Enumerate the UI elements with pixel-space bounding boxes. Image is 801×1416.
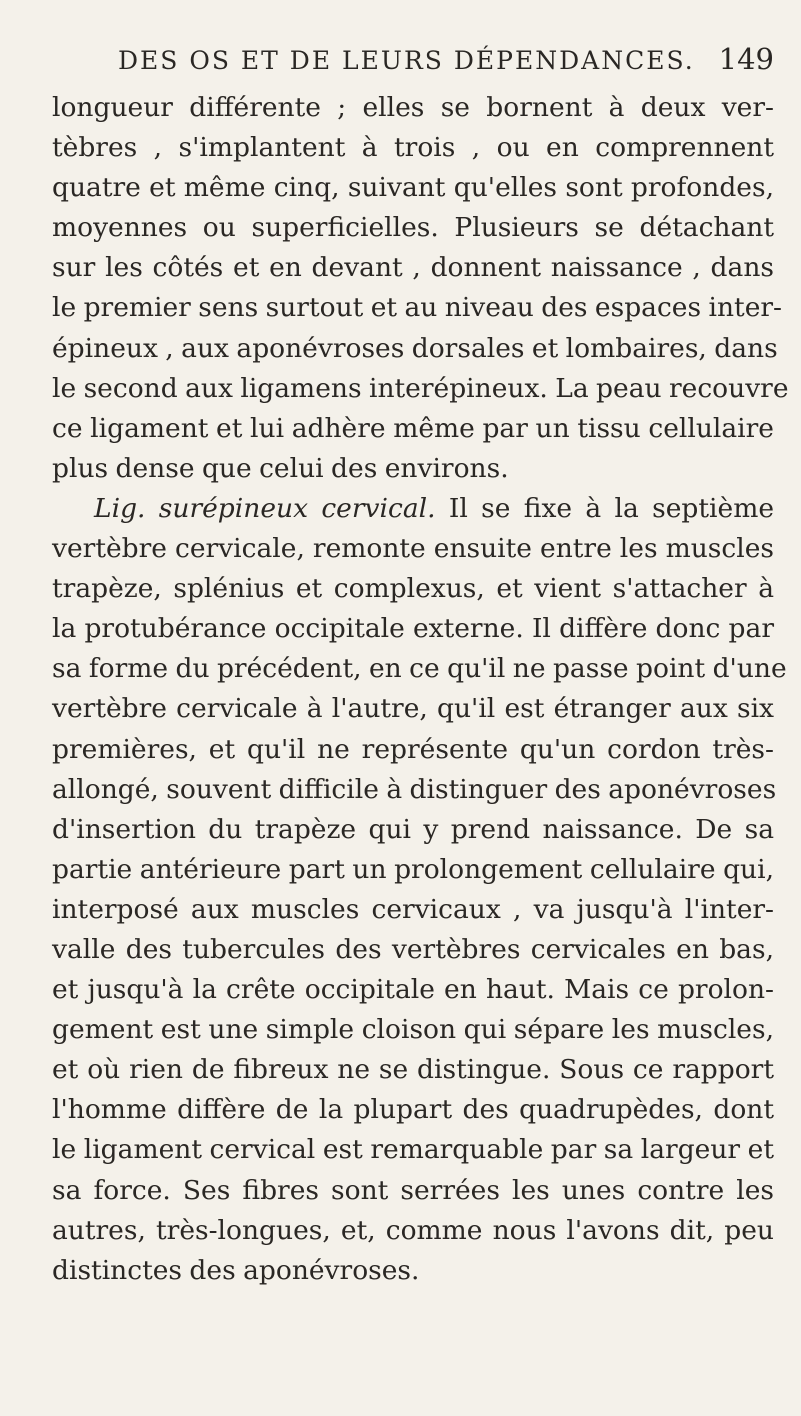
text-line: ce ligament et lui adhère même par un tissu cellulaire bbox=[52, 412, 774, 444]
text-line: et où rien de fibreux ne se distingue. Sous ce rapport bbox=[52, 1054, 774, 1086]
text-line: sa forme du précédent, en ce qu'il ne passe point d'une bbox=[52, 653, 787, 685]
text-line: et jusqu'à la crête occipitale en haut. Mais ce prolon- bbox=[52, 974, 774, 1006]
paragraph-1 bbox=[52, 88, 789, 489]
text-line: trapèze, splénius et complexus, et vient s'attacher à bbox=[52, 573, 774, 605]
running-head bbox=[52, 42, 774, 88]
running-head-title: DES OS ET DE LEURS DÉPENDANCES. bbox=[118, 46, 695, 75]
text-line: interposé aux muscles cervicaux , va jusqu'à l'inter- bbox=[52, 893, 774, 925]
text-line: gement est une simple cloison qui sépare les muscles, bbox=[52, 1014, 774, 1046]
text-line: allongé, souvent difficile à distinguer des aponévroses bbox=[52, 773, 777, 805]
text-line: vertèbre cervicale, remonte ensuite entre les muscles bbox=[52, 533, 774, 565]
text-line: partie antérieure part un prolongement cellulaire qui, bbox=[52, 853, 774, 885]
text-line: la protubérance occipitale externe. Il diffère donc par bbox=[52, 613, 774, 645]
heading-line-text: Il se fixe à la septième bbox=[448, 492, 774, 524]
text-line: le ligament cervical est remarquable par sa largeur et bbox=[52, 1134, 774, 1166]
text-line: l'homme diffère de la plupart des quadrupèdes, dont bbox=[52, 1094, 774, 1126]
text-line: vertèbre cervicale à l'autre, qu'il est étranger aux six bbox=[52, 693, 774, 725]
text-line bbox=[52, 489, 774, 529]
paragraph-2 bbox=[52, 489, 787, 1291]
text-line: sa force. Ses fibres sont serrées les unes contre les bbox=[52, 1174, 774, 1206]
text-line: premières, et qu'il ne représente qu'un cordon très- bbox=[52, 733, 774, 765]
text-line: autres, très-longues, et, comme nous l'avons dit, peu bbox=[52, 1214, 774, 1246]
section-heading: Lig. surépineux cervical. bbox=[94, 492, 436, 524]
text-line: moyennes ou superficielles. Plusieurs se détachant bbox=[52, 212, 774, 244]
text-line: sur les côtés et en devant , donnent naissance , dans bbox=[52, 252, 774, 284]
text-line: épineux , aux aponévroses dorsales et lombaires, dans bbox=[52, 332, 778, 364]
text-line: quatre et même cinq, suivant qu'elles sont profondes, bbox=[52, 172, 774, 204]
text-line: plus dense que celui des environs. bbox=[52, 452, 509, 484]
text-line: valle des tubercules des vertèbres cervicales en bas, bbox=[52, 933, 774, 965]
text-line: le second aux ligamens interépineux. La peau recouvre bbox=[52, 372, 789, 404]
text-line: le premier sens surtout et au niveau des espaces inter- bbox=[52, 292, 783, 324]
book-page bbox=[52, 42, 789, 1291]
text-line: tèbres , s'implantent à trois , ou en comprennent bbox=[52, 132, 774, 164]
text-line: d'insertion du trapèze qui y prend naissance. De sa bbox=[52, 813, 774, 845]
text-line: longueur différente ; elles se bornent à deux ver- bbox=[52, 92, 774, 123]
body-text bbox=[52, 88, 789, 1291]
page-number: 149 bbox=[718, 42, 774, 76]
text-line: distinctes des aponévroses. bbox=[52, 1254, 420, 1286]
